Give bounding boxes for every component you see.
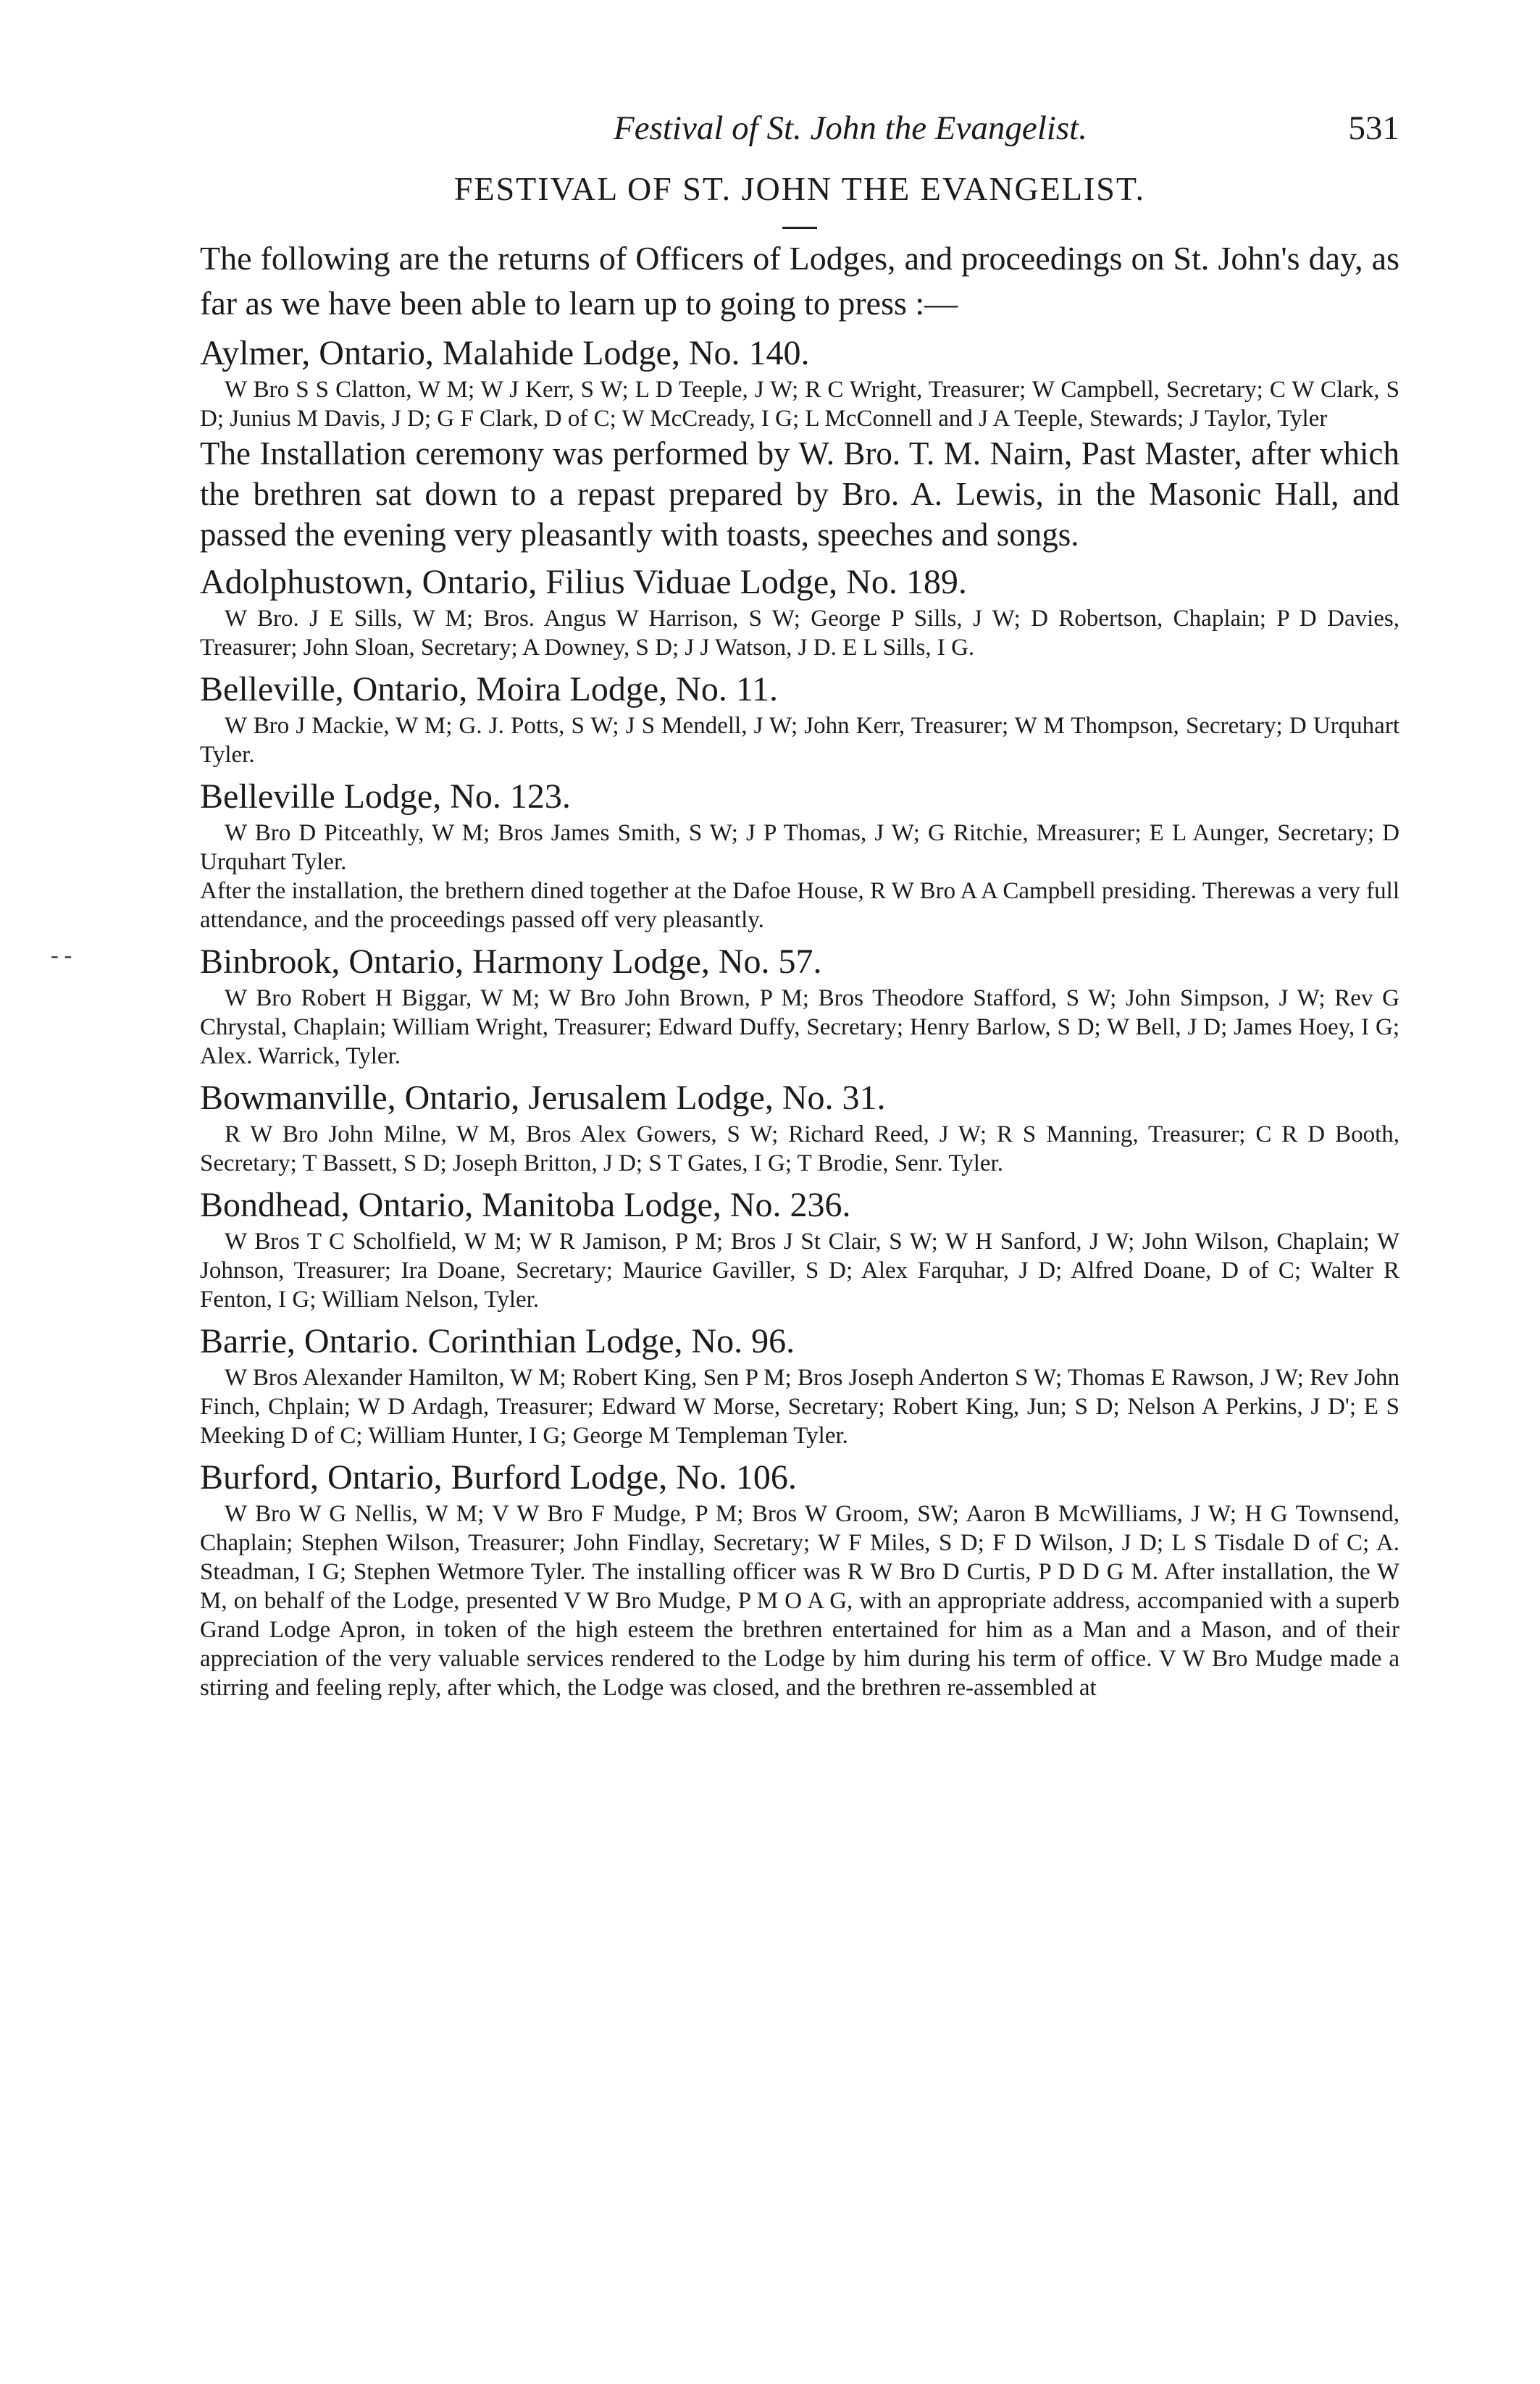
lodge-heading: Barrie, Ontario. Corinthian Lodge, No. 96. <box>200 1322 795 1360</box>
officer-list: W Bro D Pitceathly, W M; Bros James Smith, S W; J P Thomas, J W; G Ritchie, Mreasurer; E L Aunger, Secretary; D Urquhart Tyler. <box>200 820 1399 875</box>
proceedings-note: After the installation, the brethern dined together at the Dafoe House, R W Bro A A Campbell presiding. Therewas a very full attendance, and the proceedings passed off very pleasantly. <box>200 878 1399 933</box>
officer-list: W Bro. J E Sills, W M; Bros. Angus W Harrison, S W; George P Sills, J W; D Robertson, Chaplain; P D Davies, Treasurer; John Sloan, Secretary; A Downey, S D; J J Watson, J D. E L Sills, I G. <box>200 606 1399 661</box>
lodge-heading: Burford, Ontario, Burford Lodge, No. 106. <box>200 1458 797 1497</box>
margin-fragment: - - <box>51 942 72 968</box>
lodge-heading: Binbrook, Ontario, Harmony Lodge, No. 57. <box>200 942 822 981</box>
page-number: 531 <box>1348 109 1399 147</box>
officer-list: W Bro S S Clatton, W M; W J Kerr, S W; L D Teeple, J W; R C Wright, Treasurer; W Campbell, Secretary; C W Clark, S D; Junius M Davis, J D; G F Clark, D of C; W McCready, I G; L McConnell and J A Teeple, Stewards; J Taylor, Tyler <box>200 377 1399 432</box>
officer-list: W Bro W G Nellis, W M; V W Bro F Mudge, P M; Bros W Groom, SW; Aaron B McWilliams, J W; H G Townsend, Chaplain; Stephen Wilson, Treasurer; John Findlay, Secretary; W F Miles, S D; F D Wilson, J D; L S Tisdale D of C; A. Steadman, I G; Stephen Wetmore Tyler. The installing officer was R W Bro D Curtis, P D D G M. After installation, the W M, on behalf of the Lodge, presented V W Bro Mudge, P M O A G, with an appropriate address, accompanied with a superb Grand Lodge Apron, in token of the high esteem the brethren entertained for him as a Man and a Mason, and of their appreciation of the very valuable services rendered to the Lodge by him during his term of office. V W Bro Mudge made a stirring and feeling reply, after which, the Lodge was closed, and the brethren re-assembled at <box>200 1501 1399 1701</box>
officer-list: W Bros Alexander Hamilton, W M; Robert King, Sen P M; Bros Joseph Anderton S W; Thomas E Rawson, J W; Rev John Finch, Chplain; W D Ardagh, Treasurer; Edward W Morse, Secretary; Robert King, Jun; S D; Nelson A Perkins, J D'; E S Meeking D of C; William Hunter, I G; George M Templeman Tyler. <box>200 1365 1399 1449</box>
proceedings-note: The Installation ceremony was performed by W. Bro. T. M. Nairn, Past Master, after which the brethren sat down to a repast prepared by Bro. A. Lewis, in the Masonic Hall, and passed the evening very pleasantly with toasts, speeches and songs. <box>200 435 1399 553</box>
article-title: FESTIVAL OF ST. JOHN THE EVANGELIST. <box>453 170 1146 207</box>
lodge-heading: Adolphustown, Ontario, Filius Viduae Lodge, No. 189. <box>200 563 967 601</box>
page <box>200 109 1399 1702</box>
lodge-heading: Bondhead, Ontario, Manitoba Lodge, No. 236. <box>200 1186 851 1224</box>
lodge-heading: Belleville, Ontario, Moira Lodge, No. 11. <box>200 670 779 708</box>
running-title: Festival of St. John the Evangelist. <box>614 109 1087 147</box>
officer-list: W Bros T C Scholfield, W M; W R Jamison, P M; Bros J St Clair, S W; W H Sanford, J W; John Wilson, Chaplain; W Johnson, Treasurer; Ira Doane, Secretary; Maurice Gaviller, S D; Alex Farquhar, J D; Alfred Doane, D of C; Walter R Fenton, I G; William Nelson, Tyler. <box>200 1229 1399 1313</box>
title-rule <box>782 227 817 229</box>
lodge-heading: Bowmanville, Ontario, Jerusalem Lodge, No. 31. <box>200 1079 886 1117</box>
running-head <box>200 109 1399 159</box>
officer-list: W Bro Robert H Biggar, W M; W Bro John Brown, P M; Bros Theodore Stafford, S W; John Simpson, J W; Rev G Chrystal, Chaplain; William Wright, Treasurer; Edward Duffy, Secretary; Henry Barlow, S D; W Bell, J D; James Hoey, I G; Alex. Warrick, Tyler. <box>200 985 1399 1069</box>
lodge-heading: Belleville Lodge, No. 123. <box>200 777 571 816</box>
officer-list: W Bro J Mackie, W M; G. J. Potts, S W; J S Mendell, J W; John Kerr, Treasurer; W M Thompson, Secretary; D Urquhart Tyler. <box>200 713 1399 768</box>
officer-list: R W Bro John Milne, W M, Bros Alex Gowers, S W; Richard Reed, J W; R S Manning, Treasurer; C R D Booth, Secretary; T Bassett, S D; Joseph Britton, J D; S T Gates, I G; T Brodie, Senr. Tyler. <box>200 1121 1399 1176</box>
lodge-heading: Aylmer, Ontario, Malahide Lodge, No. 140. <box>200 334 810 372</box>
intro-paragraph: The following are the returns of Officers of Lodges, and proceedings on St. John's day, as far as we have been able to learn up to going to press :— <box>200 240 1399 322</box>
